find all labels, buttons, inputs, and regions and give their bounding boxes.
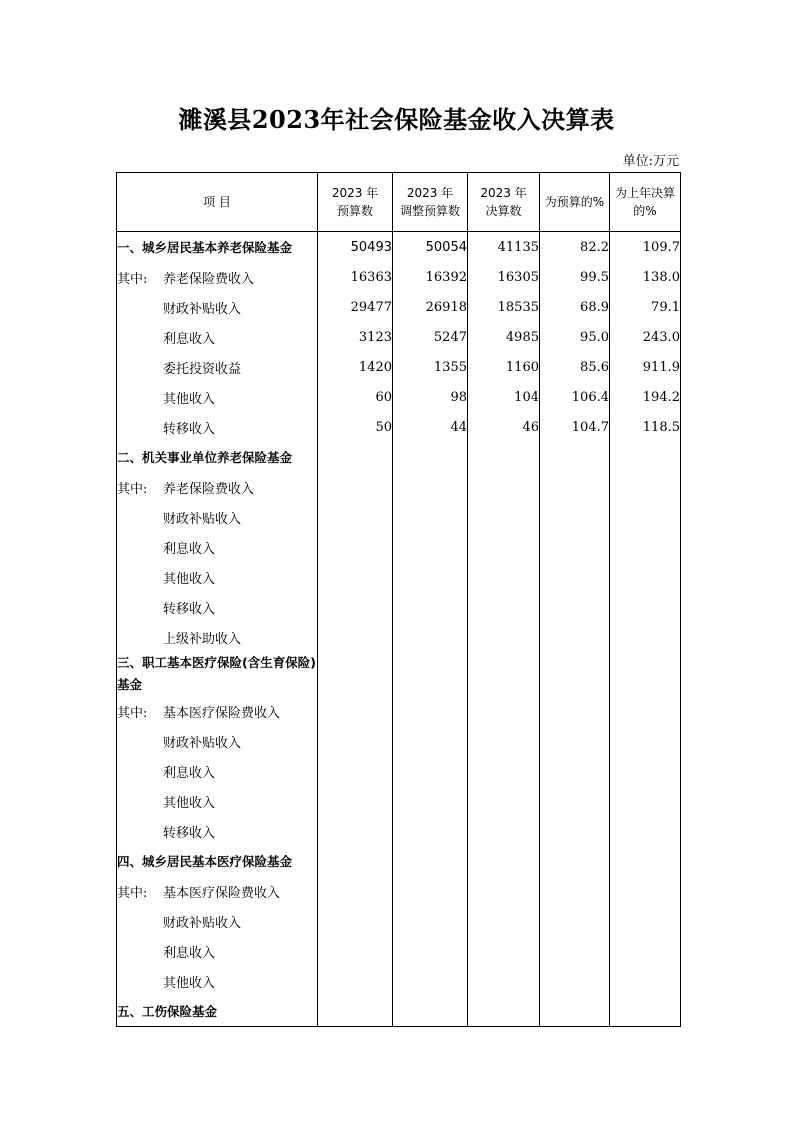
row-name: 其他收入: [117, 786, 318, 816]
row-name: 五、工伤保险基金: [117, 996, 318, 1027]
cell-budget: 50: [318, 412, 393, 442]
cell-pct-prev: 109.7: [610, 232, 681, 263]
row-name: 上级补助收入: [117, 622, 318, 652]
table-row: [117, 936, 681, 966]
cell-adjusted: 50054: [393, 232, 468, 263]
header-budget: 2023 年 预算数: [318, 173, 393, 232]
table-row: [117, 816, 681, 846]
row-name: 委托投资收益: [117, 352, 318, 382]
row-prefix: 其中:: [117, 271, 148, 287]
cell-final: 41135: [468, 232, 540, 263]
cell-adjusted: 98: [393, 382, 468, 412]
cell-pct-prev: 138.0: [610, 262, 681, 292]
cell-budget: 50493: [318, 232, 393, 263]
row-prefix: 其中:: [117, 705, 148, 721]
table-row: [117, 696, 681, 726]
cell-pct-prev: 194.2: [610, 382, 681, 412]
table-row: [117, 846, 681, 876]
row-name: 其中: 养老保险费收入: [117, 262, 318, 292]
row-name: 其他收入: [117, 966, 318, 996]
row-name: 利息收入: [117, 936, 318, 966]
cell-pct-budget: 95.0: [540, 322, 610, 352]
table-row: [117, 786, 681, 816]
row-name: 其中: 基本医疗保险费收入: [117, 876, 318, 906]
table-row: [117, 876, 681, 906]
cell-budget: 60: [318, 382, 393, 412]
row-name: 转移收入: [117, 592, 318, 622]
cell-adjusted: 16392: [393, 262, 468, 292]
cell-pct-prev: 243.0: [610, 322, 681, 352]
cell-budget: 3123: [318, 322, 393, 352]
table-row: [117, 906, 681, 936]
cell-pct-budget: 99.5: [540, 262, 610, 292]
row-name: 其他收入: [117, 562, 318, 592]
cell-adjusted: 26918: [393, 292, 468, 322]
header-adjusted-budget: 2023 年 调整预算数: [393, 173, 468, 232]
table-row: [117, 382, 681, 412]
cell-budget: 1420: [318, 352, 393, 382]
row-name: 利息收入: [117, 322, 318, 352]
table-row: [117, 502, 681, 532]
cell-adjusted: 5247: [393, 322, 468, 352]
cell-budget: 16363: [318, 262, 393, 292]
row-name: 其中: 基本医疗保险费收入: [117, 696, 318, 726]
unit-label: 单位:万元: [622, 154, 679, 169]
table-row: [117, 412, 681, 442]
row-name: 四、城乡居民基本医疗保险基金: [117, 846, 318, 876]
row-name: 财政补贴收入: [117, 726, 318, 756]
table-row: [117, 622, 681, 652]
table-row: [117, 532, 681, 562]
cell-final: 4985: [468, 322, 540, 352]
row-name: 三、职工基本医疗保险(含生育保险)基金: [117, 652, 318, 696]
cell-pct-budget: 85.6: [540, 352, 610, 382]
row-prefix: 其中:: [117, 481, 148, 497]
row-name: 财政补贴收入: [117, 906, 318, 936]
cell-final: 18535: [468, 292, 540, 322]
cell-final: 46: [468, 412, 540, 442]
row-name: 其中: 养老保险费收入: [117, 472, 318, 502]
table-row: [117, 562, 681, 592]
table-row: [117, 322, 681, 352]
table-row: [117, 652, 681, 696]
cell-adjusted: 1355: [393, 352, 468, 382]
row-name: 二、机关事业单位养老保险基金: [117, 442, 318, 472]
table-row: [117, 726, 681, 756]
cell-pct-budget: 68.9: [540, 292, 610, 322]
table-row: [117, 262, 681, 292]
header-pct-budget: 为预算的%: [540, 173, 610, 232]
cell-pct-budget: 104.7: [540, 412, 610, 442]
row-name: 财政补贴收入: [117, 502, 318, 532]
cell-pct-prev: 911.9: [610, 352, 681, 382]
row-name: 转移收入: [117, 412, 318, 442]
row-name: 其他收入: [117, 382, 318, 412]
cell-pct-budget: 82.2: [540, 232, 610, 263]
row-name: 一、城乡居民基本养老保险基金: [117, 232, 318, 263]
page-title: 濉溪县2023年社会保险基金收入决算表: [178, 105, 615, 134]
cell-final: 16305: [468, 262, 540, 292]
cell-pct-budget: 106.4: [540, 382, 610, 412]
table-row: [117, 442, 681, 472]
table-row: [117, 592, 681, 622]
cell-final: 104: [468, 382, 540, 412]
header-pct-prev: 为上年决算 的%: [610, 173, 681, 232]
header-item: 项 目: [117, 173, 318, 232]
table-row: [117, 292, 681, 322]
table-header-row: [117, 173, 681, 232]
table-row: [117, 232, 681, 263]
cell-budget: 29477: [318, 292, 393, 322]
table-row: [117, 966, 681, 996]
table-row: [117, 472, 681, 502]
cell-final: 1160: [468, 352, 540, 382]
row-name: 利息收入: [117, 756, 318, 786]
cell-pct-prev: 79.1: [610, 292, 681, 322]
cell-adjusted: 44: [393, 412, 468, 442]
table-row: [117, 756, 681, 786]
table-row: [117, 352, 681, 382]
row-name: 利息收入: [117, 532, 318, 562]
revenue-table: [116, 172, 681, 1027]
row-prefix: 其中:: [117, 885, 148, 901]
table-row: [117, 996, 681, 1027]
cell-pct-prev: 118.5: [610, 412, 681, 442]
row-name: 转移收入: [117, 816, 318, 846]
row-name: 财政补贴收入: [117, 292, 318, 322]
header-final: 2023 年 决算数: [468, 173, 540, 232]
